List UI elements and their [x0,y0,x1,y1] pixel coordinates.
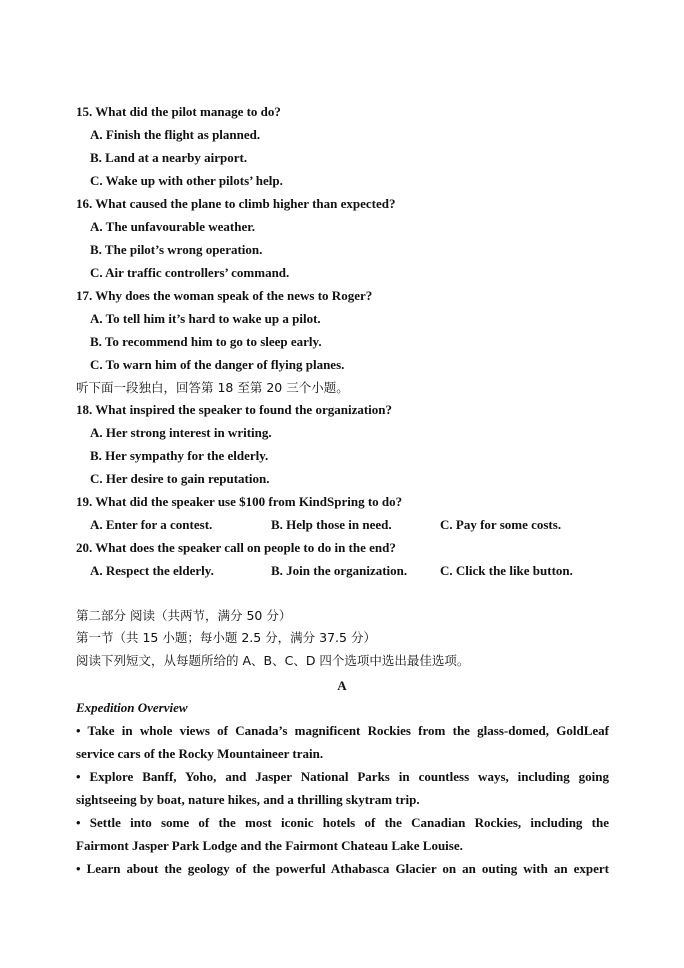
question-19-option-a: A. Enter for a contest. [90,517,213,532]
question-16-option-c: C. Air traffic controllers’ command. [90,265,290,280]
bullet-3-line-2: Fairmont Jasper Park Lodge and the Fairmont Chateau Lake Louise. [76,838,463,853]
question-20-stem: 20. What does the speaker call on people to do in the end? [76,540,396,555]
question-15-option-c: C. Wake up with other pilots’ help. [90,173,283,188]
question-17-option-b: B. To recommend him to go to sleep early. [90,334,322,349]
question-17-option-c: C. To warn him of the danger of flying planes. [90,357,345,372]
listening-instruction: 听下面一段独白，回答第 18 至第 20 三个小题。 [76,380,349,395]
question-17-stem: 17. Why does the woman speak of the news to Roger? [76,288,373,303]
question-20-option-b: B. Join the organization. [271,563,408,578]
bullet-4-line-1: • Learn about the geology of the powerful Athabasca Glacier on an outing with an expert [76,861,609,876]
question-20-option-c: C. Click the like button. [440,563,573,578]
question-18-stem: 18. What inspired the speaker to found the organization? [76,402,393,417]
part-two-title: 第二部分 阅读（共两节，满分 50 分） [76,608,292,623]
section-one-title: 第一节（共 15 小题；每小题 2.5 分，满分 37.5 分） [76,630,376,645]
question-20-option-a: A. Respect the elderly. [90,563,214,578]
question-15-stem: 15. What did the pilot manage to do? [76,104,281,119]
passage-heading: Expedition Overview [76,700,188,715]
bullet-2-line-2: sightseeing by boat, nature hikes, and a thrilling skytram trip. [76,792,420,807]
question-15-option-a: A. Finish the flight as planned. [90,127,261,142]
question-19-stem: 19. What did the speaker use $100 from KindSpring to do? [76,494,403,509]
reading-instructions: 阅读下列短文，从每题所给的 A、B、C、D 四个选项中选出最佳选项。 [76,653,470,668]
question-16-option-b: B. The pilot’s wrong operation. [90,242,263,257]
question-16-option-a: A. The unfavourable weather. [90,219,256,234]
question-18-option-a: A. Her strong interest in writing. [90,425,272,440]
question-19-option-c: C. Pay for some costs. [440,517,562,532]
question-19-option-b: B. Help those in need. [271,517,392,532]
question-18-option-c: C. Her desire to gain reputation. [90,471,270,486]
bullet-2-line-1: • Explore Banff, Yoho, and Jasper National Parks in countless ways, including going [76,769,609,784]
bullet-3-line-1: • Settle into some of the most iconic hotels of the Canadian Rockies, including the [76,815,609,830]
question-17-option-a: A. To tell him it’s hard to wake up a pilot. [90,311,321,326]
bullet-1-line-2: service cars of the Rocky Mountaineer train. [76,746,324,761]
bullet-1-line-1: • Take in whole views of Canada’s magnificent Rockies from the glass-domed, GoldLeaf [76,723,609,738]
passage-label: A [337,678,347,693]
question-16-stem: 16. What caused the plane to climb higher than expected? [76,196,396,211]
question-15-option-b: B. Land at a nearby airport. [90,150,248,165]
question-18-option-b: B. Her sympathy for the elderly. [90,448,269,463]
